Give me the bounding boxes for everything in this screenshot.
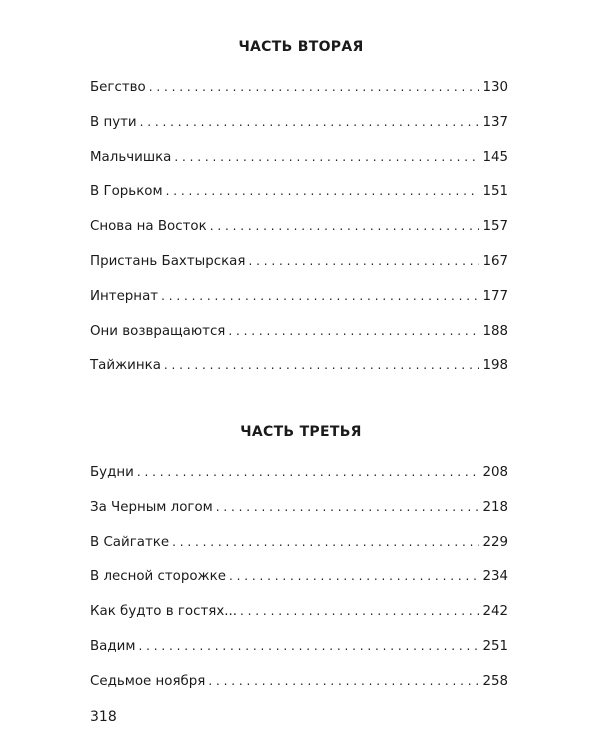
entry-title: Как будто в гостях...	[90, 604, 238, 620]
toc-entry[interactable]	[90, 77, 508, 112]
entry-page-number: 258	[482, 673, 508, 689]
entry-title: Бегство	[90, 80, 146, 95]
entry-title: В лесной сторожке	[90, 569, 226, 585]
dot-leader	[210, 216, 480, 236]
entry-page-number: 167	[482, 253, 508, 269]
dot-leader	[140, 112, 480, 132]
dot-leader	[228, 321, 479, 341]
dot-leader	[172, 532, 479, 552]
toc-entry[interactable]	[90, 321, 508, 356]
toc-entry[interactable]	[90, 532, 508, 567]
entry-title: Вадим	[90, 638, 136, 654]
toc-entry[interactable]	[90, 286, 508, 321]
entry-page-number: 198	[482, 358, 508, 374]
entry-page-number: 177	[482, 288, 508, 304]
dot-leader	[216, 497, 480, 517]
part-three-section	[90, 421, 508, 706]
entry-page-number: 145	[482, 149, 508, 165]
toc-entry[interactable]	[90, 601, 508, 636]
dot-leader	[166, 181, 480, 201]
dot-leader	[248, 251, 479, 271]
part-title: ЧАСТЬ ВТОРАЯ	[238, 39, 364, 55]
entry-page-number: 251	[482, 638, 508, 654]
entry-page-number: 218	[482, 499, 508, 515]
dot-leader	[164, 355, 480, 375]
entry-title: Седьмое ноября	[90, 673, 206, 689]
toc-entry[interactable]	[90, 355, 508, 390]
entry-title: За Черным логом	[90, 499, 213, 515]
toc-entry[interactable]	[90, 462, 508, 497]
entry-title: Пристань Бахтырская	[90, 253, 246, 269]
dot-leader	[138, 636, 479, 656]
entry-title: В Горьком	[90, 184, 163, 200]
toc-entry[interactable]	[90, 566, 508, 601]
toc-entry[interactable]	[90, 216, 508, 251]
dot-leader	[208, 671, 479, 691]
dot-leader	[137, 462, 480, 482]
entry-page-number: 157	[482, 219, 508, 235]
entry-title: Они возвращаются	[90, 323, 226, 339]
entry-page-number: 188	[482, 323, 508, 339]
entry-title: В пути	[90, 114, 137, 130]
page-number: 318	[90, 709, 117, 725]
entry-page-number: 234	[482, 569, 508, 585]
toc-list	[90, 77, 508, 390]
part-two-section	[90, 36, 508, 390]
entry-title: В Сайгатке	[90, 534, 170, 550]
part-title: ЧАСТЬ ТРЕТЬЯ	[240, 424, 362, 440]
entry-title: Снова на Восток	[90, 219, 207, 235]
dot-leader	[161, 286, 479, 306]
entry-page-number: 151	[482, 184, 508, 200]
toc-entry[interactable]	[90, 636, 508, 671]
toc-entry[interactable]	[90, 112, 508, 147]
toc-entry[interactable]	[90, 181, 508, 216]
dot-leader	[229, 566, 479, 586]
entry-title: Интернат	[90, 288, 159, 304]
toc-list	[90, 462, 508, 706]
entry-title: Тайжинка	[90, 358, 161, 374]
toc-entry[interactable]	[90, 251, 508, 286]
entry-title: Будни	[90, 465, 134, 480]
entry-page-number: 242	[482, 604, 508, 620]
entry-page-number: 229	[482, 534, 508, 550]
toc-entry[interactable]	[90, 497, 508, 532]
dot-leader	[240, 601, 479, 621]
dot-leader	[174, 147, 479, 167]
entry-page-number: 208	[482, 465, 508, 480]
toc-entry[interactable]	[90, 147, 508, 182]
dot-leader	[149, 77, 480, 97]
entry-page-number: 130	[482, 80, 508, 95]
entry-page-number: 137	[482, 114, 508, 130]
toc-entry[interactable]	[90, 671, 508, 706]
entry-title: Мальчишка	[90, 149, 172, 165]
